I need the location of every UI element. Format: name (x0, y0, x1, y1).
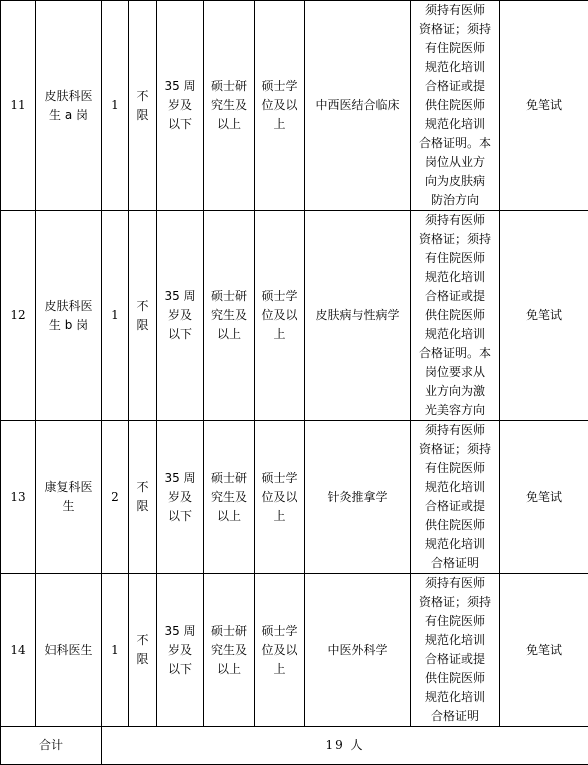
degree-requirement: 硕士学 位及以 上 (255, 1, 305, 211)
gender-requirement: 不 限 (129, 211, 157, 421)
education-requirement: 硕士研 究生及 以上 (204, 1, 255, 211)
row-number: 14 (1, 574, 36, 727)
education-requirement: 硕士研 究生及 以上 (204, 421, 255, 574)
row-number: 12 (1, 211, 36, 421)
gender-requirement: 不 限 (129, 1, 157, 211)
total-value: 19 人 (102, 727, 588, 765)
degree-requirement: 硕士学 位及以 上 (255, 421, 305, 574)
table-row (1, 1, 588, 211)
major-requirement: 针灸推拿学 (305, 421, 411, 574)
table-row (1, 211, 588, 421)
exam-method: 免笔试 (500, 574, 588, 727)
total-label: 合计 (1, 727, 102, 765)
position-name: 皮肤科医生 a 岗 (36, 1, 102, 211)
hire-count: 2 (102, 421, 129, 574)
table-row (1, 421, 588, 574)
total-row (1, 727, 588, 765)
gender-requirement: 不 限 (129, 574, 157, 727)
other-requirements: 须持有医师 资格证；须持 有住院医师 规范化培训 合格证或提 供住院医师 规范化培训 合格证明。本 岗位要求从 业方向为激 光美容方向 (411, 211, 500, 421)
major-requirement: 中医外科学 (305, 574, 411, 727)
exam-method: 免笔试 (500, 211, 588, 421)
position-name: 妇科医生 (36, 574, 102, 727)
age-requirement: 35 周 岁及 以下 (157, 211, 204, 421)
hire-count: 1 (102, 1, 129, 211)
degree-requirement: 硕士学 位及以 上 (255, 211, 305, 421)
education-requirement: 硕士研 究生及 以上 (204, 211, 255, 421)
gender-requirement: 不 限 (129, 421, 157, 574)
exam-method: 免笔试 (500, 1, 588, 211)
hire-count: 1 (102, 211, 129, 421)
age-requirement: 35 周 岁及 以下 (157, 1, 204, 211)
age-requirement: 35 周 岁及 以下 (157, 421, 204, 574)
hire-count: 1 (102, 574, 129, 727)
degree-requirement: 硕士学 位及以 上 (255, 574, 305, 727)
position-name: 皮肤科医生 b 岗 (36, 211, 102, 421)
table-row (1, 574, 588, 727)
row-number: 13 (1, 421, 36, 574)
other-requirements: 须持有医师 资格证；须持 有住院医师 规范化培训 合格证或提 供住院医师 规范化培训 合格证明 (411, 574, 500, 727)
other-requirements: 须持有医师 资格证；须持 有住院医师 规范化培训 合格证或提 供住院医师 规范化培训 合格证明。本 岗位从业方 向为皮肤病 防治方向 (411, 1, 500, 211)
other-requirements: 须持有医师 资格证；须持 有住院医师 规范化培训 合格证或提 供住院医师 规范化培训 合格证明 (411, 421, 500, 574)
education-requirement: 硕士研 究生及 以上 (204, 574, 255, 727)
row-number: 11 (1, 1, 36, 211)
position-name: 康复科医生 (36, 421, 102, 574)
exam-method: 免笔试 (500, 421, 588, 574)
major-requirement: 中西医结合临床 (305, 1, 411, 211)
age-requirement: 35 周 岁及 以下 (157, 574, 204, 727)
major-requirement: 皮肤病与性病学 (305, 211, 411, 421)
